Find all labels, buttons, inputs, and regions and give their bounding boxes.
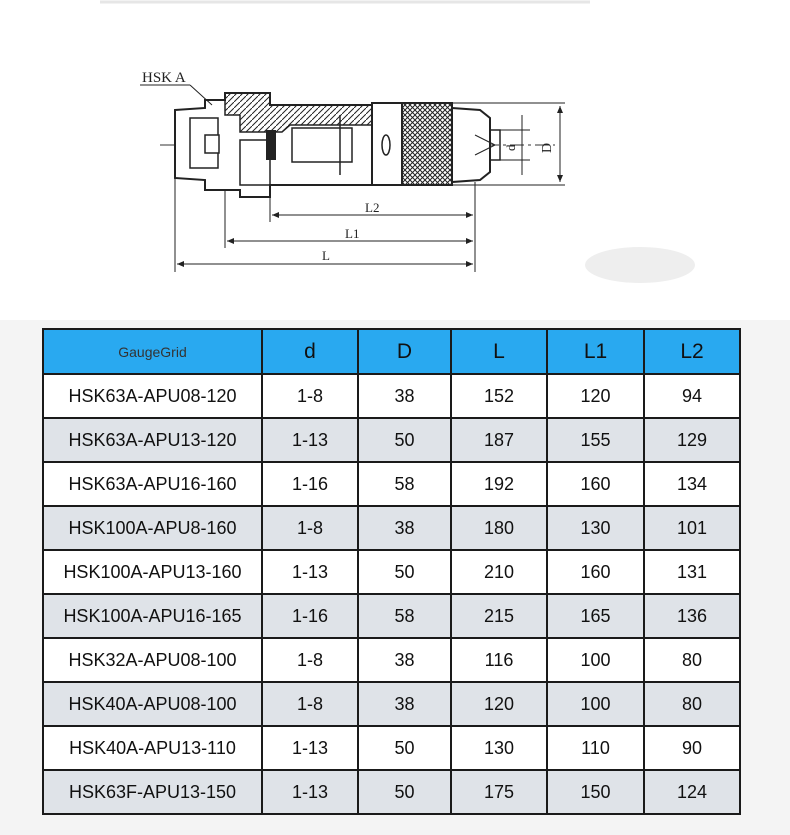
dim-L1-label: L1 [345,226,360,241]
header-L2: L2 [644,329,740,374]
cell-L2: 80 [644,682,740,726]
cell-L1: 165 [547,594,644,638]
cell-d: 1-13 [262,770,358,814]
table-row [43,462,740,506]
cell-model: HSK63F-APU13-150 [43,770,262,814]
dim-d-label: d [503,144,518,151]
technical-drawing [0,0,790,320]
table-row [43,506,740,550]
cell-d: 1-16 [262,594,358,638]
spec-table [42,328,741,815]
cell-d: 1-13 [262,418,358,462]
cell-model: HSK100A-APU8-160 [43,506,262,550]
cell-L1: 160 [547,462,644,506]
cell-L: 192 [451,462,547,506]
table-row [43,418,740,462]
dim-D-label: D [540,142,555,153]
cell-model: HSK63A-APU16-160 [43,462,262,506]
cell-L: 175 [451,770,547,814]
cell-L2: 134 [644,462,740,506]
cell-D: 38 [358,682,451,726]
cell-D: 50 [358,550,451,594]
cell-L: 130 [451,726,547,770]
cell-D: 50 [358,770,451,814]
cell-L1: 150 [547,770,644,814]
cell-L1: 100 [547,638,644,682]
cell-L1: 155 [547,418,644,462]
table-header-row [43,329,740,374]
cell-L: 210 [451,550,547,594]
cell-D: 58 [358,594,451,638]
cell-model: HSK100A-APU13-160 [43,550,262,594]
dim-L2-label: L2 [365,200,380,215]
cell-L2: 131 [644,550,740,594]
cell-L: 152 [451,374,547,418]
cell-D: 58 [358,462,451,506]
cell-d: 1-8 [262,374,358,418]
cell-d: 1-8 [262,506,358,550]
header-L: L [451,329,547,374]
cell-L2: 94 [644,374,740,418]
table-row [43,550,740,594]
header-gaugegrid: GaugeGrid [43,329,262,374]
cell-L1: 100 [547,682,644,726]
cell-D: 38 [358,374,451,418]
table-row [43,374,740,418]
cell-D: 38 [358,638,451,682]
cell-L1: 110 [547,726,644,770]
table-row [43,682,740,726]
header-D: D [358,329,451,374]
header-L1: L1 [547,329,644,374]
drill-chuck-drawing [0,0,790,320]
cell-L2: 129 [644,418,740,462]
cell-L1: 120 [547,374,644,418]
cell-L1: 130 [547,506,644,550]
dim-L-label: L [322,248,330,263]
cell-L: 215 [451,594,547,638]
hsk-label: HSK A [142,70,186,86]
cell-L2: 80 [644,638,740,682]
cell-d: 1-16 [262,462,358,506]
cell-D: 50 [358,726,451,770]
cell-d: 1-8 [262,638,358,682]
cell-L2: 101 [644,506,740,550]
cell-L: 187 [451,418,547,462]
cell-model: HSK100A-APU16-165 [43,594,262,638]
table-row [43,594,740,638]
cell-L2: 124 [644,770,740,814]
cell-D: 50 [358,418,451,462]
cell-d: 1-13 [262,550,358,594]
cell-L: 120 [451,682,547,726]
cell-model: HSK63A-APU13-120 [43,418,262,462]
cell-model: HSK63A-APU08-120 [43,374,262,418]
table-row [43,726,740,770]
cell-d: 1-8 [262,682,358,726]
cell-model: HSK40A-APU08-100 [43,682,262,726]
table-row [43,638,740,682]
header-d: d [262,329,358,374]
cell-L2: 90 [644,726,740,770]
cell-L2: 136 [644,594,740,638]
cell-L: 116 [451,638,547,682]
cell-d: 1-13 [262,726,358,770]
spec-table-area [0,320,790,835]
cell-L: 180 [451,506,547,550]
cell-L1: 160 [547,550,644,594]
cell-model: HSK40A-APU13-110 [43,726,262,770]
cell-D: 38 [358,506,451,550]
cell-model: HSK32A-APU08-100 [43,638,262,682]
table-row [43,770,740,814]
